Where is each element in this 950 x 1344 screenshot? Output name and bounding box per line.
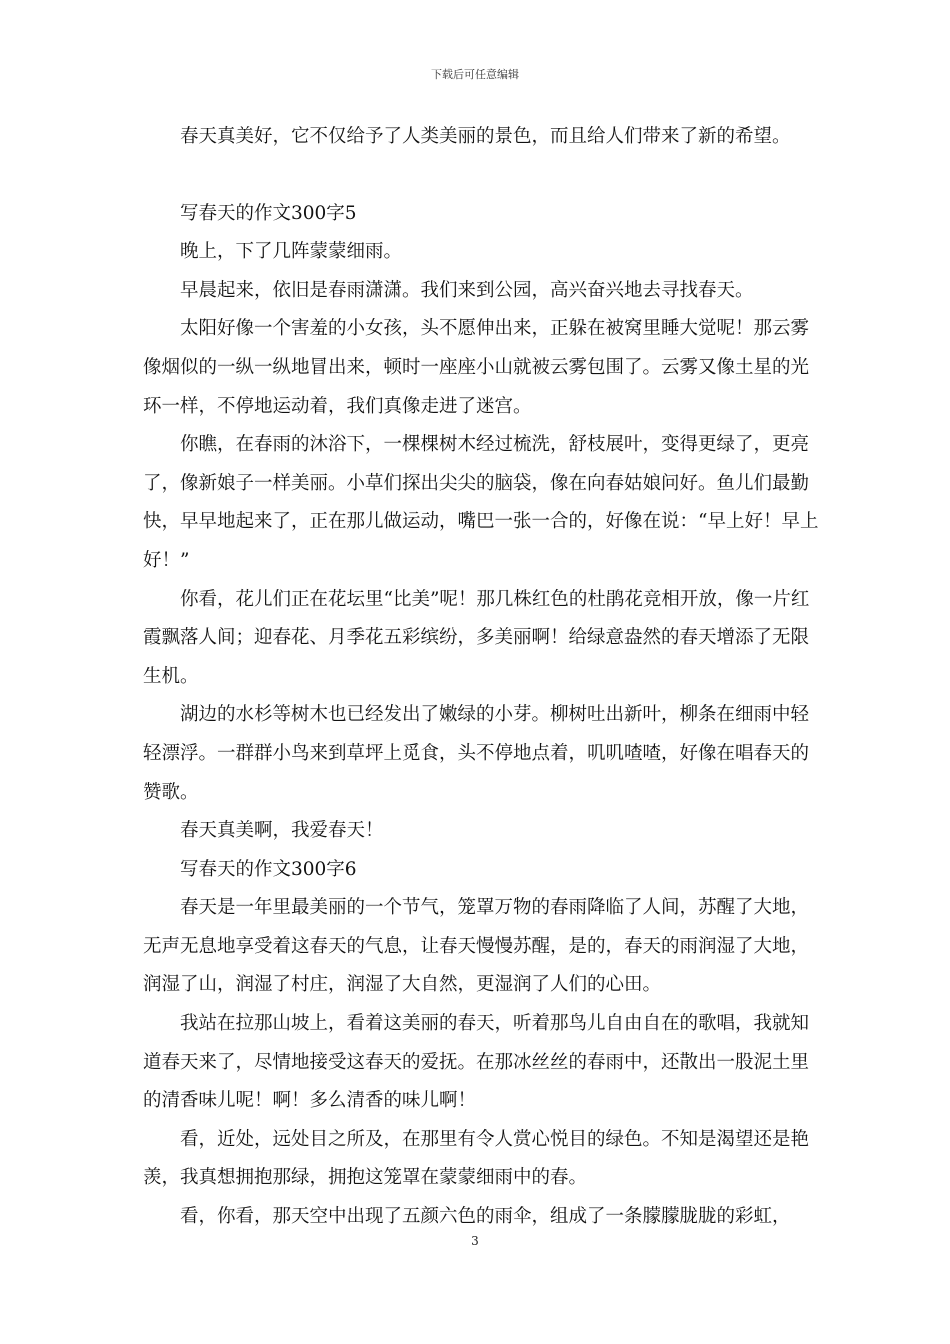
paragraph: 太阳好像一个害羞的小女孩，头不愿伸出来，正躲在被窝里睡大觉呢！那云雾像烟似的一纵一纵地冒出来，顿时一座座小山就被云雾包围了。云雾又像土星的光环一样，不停地运动着，我们真像走进了迷宫。 [143,318,810,417]
paragraph: 你瞧，在春雨的沐浴下，一棵棵树木经过梳洗，舒枝展叶，变得更绿了，更亮了，像新娘子一样美丽。小草们探出尖尖的脑袋，像在向春姑娘问好。鱼儿们最勤快，早早地起来了，正在那儿做运动，嘴巴一张一合的，好像在说：“早上好！早上好！” [143,434,819,571]
paragraph: 晚上，下了几阵蒙蒙细雨。 [180,241,403,263]
paragraph: 看，你看，那天空中出现了五颜六色的雨伞，组成了一条朦朦胧胧的彩虹， [180,1206,791,1228]
document-body [143,118,823,1237]
paragraph: 看，近处，远处目之所及，在那里有令人赏心悦目的绿色。不知是渴望还是艳羡，我真想拥抱那绿，拥抱这笼罩在蒙蒙细雨中的春。 [143,1128,810,1189]
paragraph: 早晨起来，依旧是春雨潇潇。我们来到公园，高兴奋兴地去寻找春天。 [180,279,754,301]
section-title: 写春天的作文300字5 [180,202,357,224]
spacer [143,157,823,195]
paragraph: 你看，花儿们正在花坛里“比美”呢！那几株红色的杜鹃花竞相开放，像一片红霞飘落人间；迎春花、月季花五彩缤纷，多美丽啊！给绿意盎然的春天增添了无限生机。 [143,588,810,687]
page-header: 下载后可任意编辑 [431,68,519,81]
paragraph: 湖边的水杉等树木也已经发出了嫩绿的小芽。柳树吐出新叶，柳条在细雨中轻轻漂浮。一群群小鸟来到草坪上觅食，头不停地点着，叽叽喳喳，好像在唱春天的赞歌。 [143,704,810,803]
paragraph: 我站在拉那山坡上，看着这美丽的春天，听着那鸟儿自由自在的歌唱，我就知道春天来了，尽情地接受这春天的爱抚。在那冰丝丝的春雨中，还散出一股泥土里的清香味儿呢！啊！多么清香的味儿啊！ [143,1013,810,1112]
paragraph: 春天真美啊，我爱春天！ [180,820,384,842]
page-number: 3 [471,1234,479,1248]
paragraph: 春天是一年里最美丽的一个节气，笼罩万物的春雨降临了人间，苏醒了大地，无声无息地享受着这春天的气息，让春天慢慢苏醒，是的，春天的雨润湿了大地，润湿了山，润湿了村庄，润湿了大自然，更湿润了人们的心田。 [143,897,810,996]
section-title: 写春天的作文300字6 [180,858,357,880]
paragraph: 春天真美好，它不仅给予了人类美丽的景色，而且给人们带来了新的希望。 [180,126,791,147]
